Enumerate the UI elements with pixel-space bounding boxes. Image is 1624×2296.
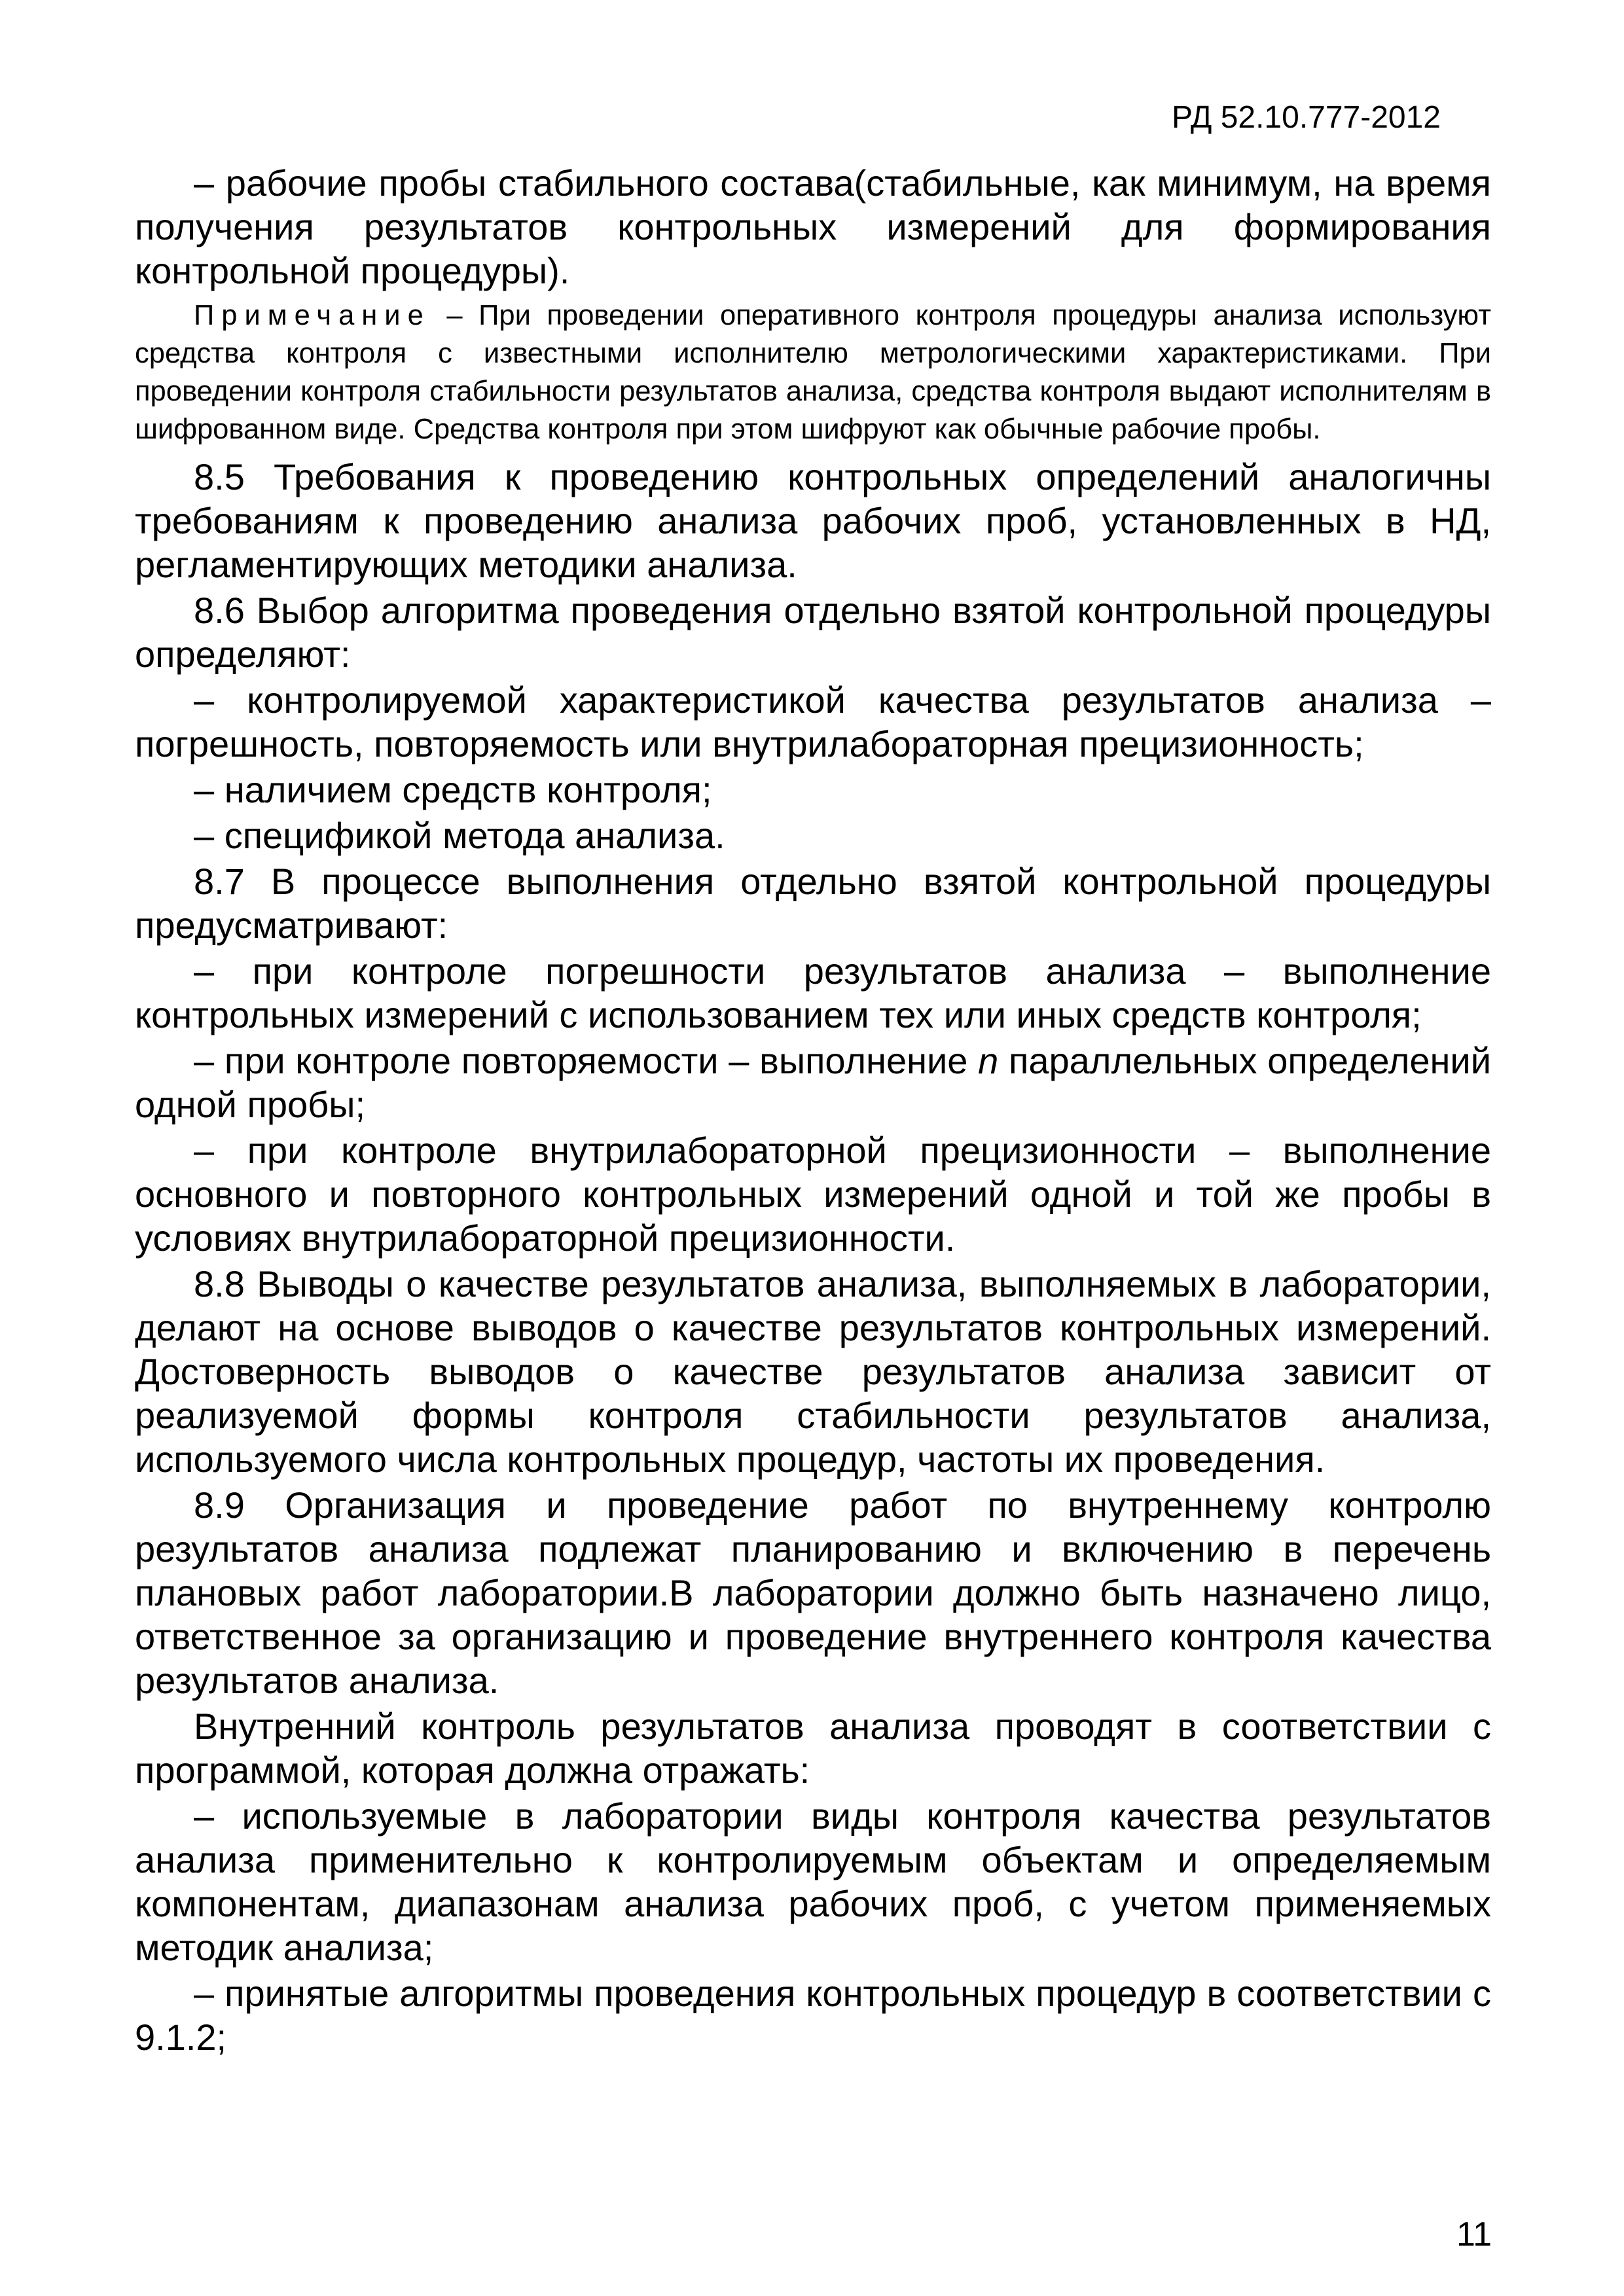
list-item-repeatability-control bbox=[135, 1039, 1502, 1126]
list-item-control-means: – наличием средств контроля; bbox=[194, 769, 712, 810]
paragraph-working-samples: – рабочие пробы стабильного состава(стабильные, как минимум, на время получения результатов контрольных измерений для формирования контрольной процедуры). bbox=[135, 162, 1502, 291]
list-item-method-specifics: – спецификой метода анализа. bbox=[194, 815, 725, 856]
note-text: – При проведении оперативного контроля процедуры анализа используют средства контроля с известными исполнителю метрологическими характеристиками. При проведении контроля стабильности результатов анализа, средства контроля выдают исполнителям в шифрованном виде. Средства контроля при этом шифруют как обычные рабочие пробы. bbox=[135, 300, 1500, 445]
note-paragraph bbox=[135, 296, 1500, 448]
repeatability-text-end: параллельных определений одной пробы; bbox=[135, 1040, 1502, 1125]
variable-n: n bbox=[978, 1040, 999, 1081]
list-item-control-types: – используемые в лаборатории виды контроля качества результатов анализа применительно к контролируемым объектам и определяемым компонентам, диапазонам анализа рабочих проб, с учетом применяемых методик анализа; bbox=[135, 1795, 1502, 1968]
list-item-accepted-algorithms: – принятые алгоритмы проведения контрольных процедур в соответствии с 9.1.2; bbox=[135, 1973, 1502, 2058]
list-item-error-control: – при контроле погрешности результатов анализа – выполнение контрольных измерений с использованием тех или иных средств контроля; bbox=[135, 950, 1502, 1035]
paragraph-8-5: 8.5 Требования к проведению контрольных определений аналогичны требованиям к проведению анализа рабочих проб, установленных в НД, регламентирующих методики анализа. bbox=[135, 456, 1502, 585]
document-body bbox=[135, 161, 1502, 2061]
paragraph-8-6: 8.6 Выбор алгоритма проведения отдельно взятой контрольной процедуры определяют: bbox=[135, 590, 1502, 675]
paragraph-8-7: 8.7 В процессе выполнения отдельно взятой контрольной процедуры предусматривают: bbox=[135, 861, 1502, 946]
paragraph-internal-control-program: Внутренний контроль результатов анализа проводят в соответствии с программой, которая должна отражать: bbox=[135, 1706, 1502, 1791]
paragraph-8-9: 8.9 Организация и проведение работ по внутреннему контролю результатов анализа подлежат планированию и включению в перечень плановых работ лаборатории.В лаборатории должно быть назначено лицо, ответственное за организацию и проведение внутреннего контроля качества результатов анализа. bbox=[135, 1484, 1502, 1701]
page-number: 11 bbox=[1456, 2215, 1492, 2253]
repeatability-text-start: – при контроле повторяемости – выполнение bbox=[194, 1040, 979, 1081]
paragraph-8-8: 8.8 Выводы о качестве результатов анализа, выполняемых в лаборатории, делают на основе выводов о качестве результатов контрольных измерений. Достоверность выводов о качестве результатов анализа зависит от реализуемой формы контроля стабильности результатов анализа, используемого числа контрольных процедур, частоты их проведения. bbox=[135, 1263, 1502, 1480]
list-item-precision-control: – при контроле внутрилабораторной прецизионности – выполнение основного и повторного контрольных измерений одной и той же пробы в условиях внутрилабораторной прецизионности. bbox=[135, 1130, 1502, 1259]
document-code: РД 52.10.777-2012 bbox=[1172, 100, 1441, 135]
note-label: Примечание bbox=[194, 300, 431, 331]
list-item-controlled-characteristic: – контролируемой характеристикой качества результатов анализа – погрешность, повторяемость или внутрилабораторная прецизионность; bbox=[135, 679, 1502, 764]
